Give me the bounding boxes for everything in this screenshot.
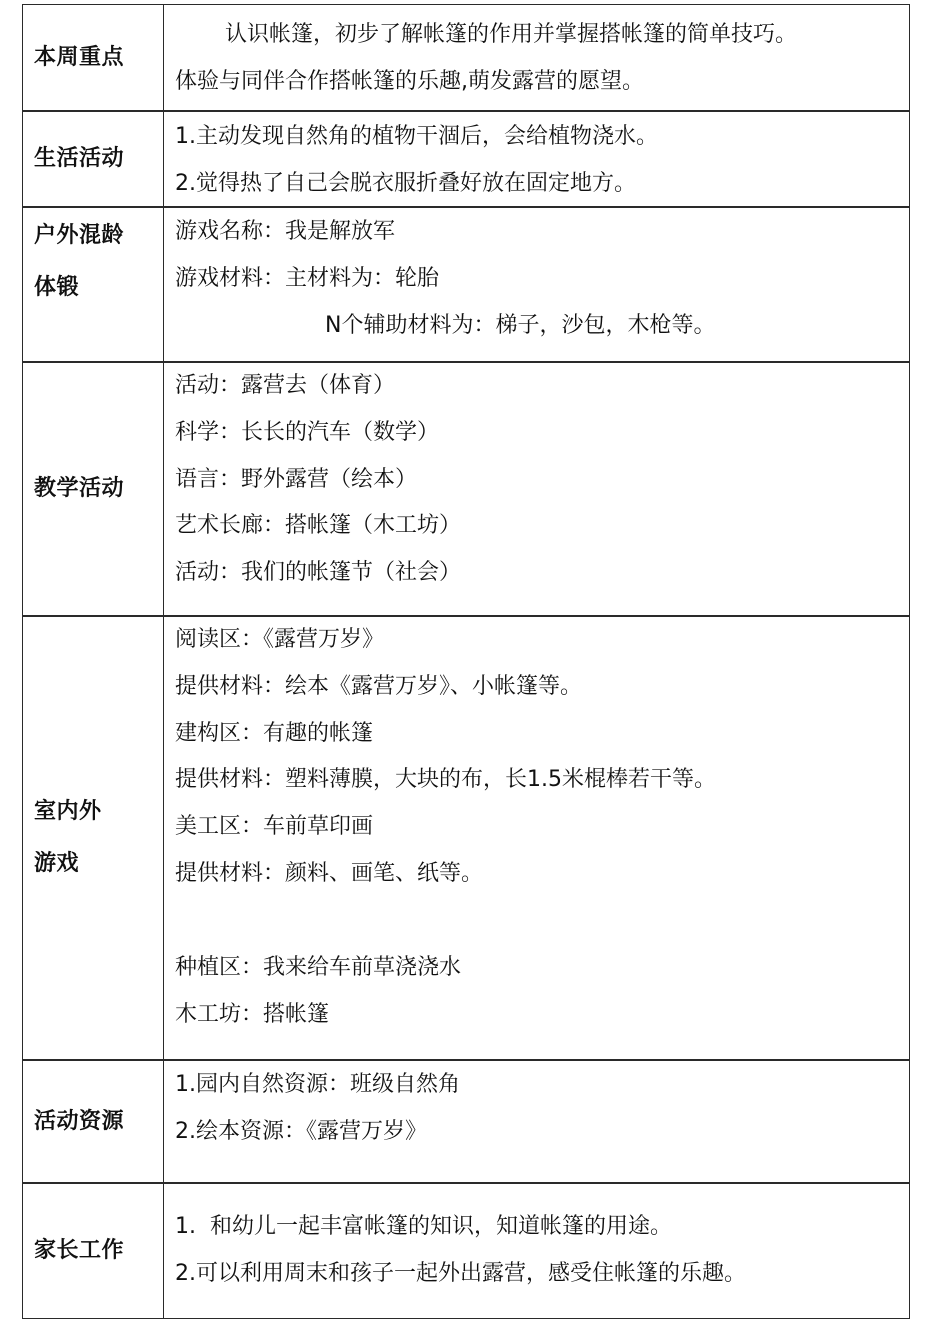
content-line: 认识帐篷，初步了解帐篷的作用并掌握搭帐篷的简单技巧。: [225, 22, 798, 47]
content-line: 2.绘本资源：《露营万岁》: [175, 1119, 427, 1144]
content-line: 1.主动发现自然角的植物干涸后，会给植物浇水。: [175, 124, 658, 149]
row-label: 活动资源: [34, 1108, 125, 1134]
table-row-teaching-activities: [22, 362, 910, 616]
content-line: 游戏材料：主材料为：轮胎: [175, 266, 440, 291]
row-label: 生活活动: [34, 146, 125, 171]
content-line: 提供材料：颜料、画笔、纸等。: [175, 860, 484, 886]
row-label-cell: [23, 1061, 164, 1182]
row-label-cell: [23, 363, 164, 615]
content-line: N个辅助材料为：梯子，沙包，木枪等。: [325, 313, 716, 338]
row-label: 室内外 游戏: [34, 799, 102, 876]
content-line: 1.园内自然资源：班级自然角: [175, 1072, 460, 1097]
content-line: 提供材料：绘本《露营万岁》、小帐篷等。: [175, 673, 583, 699]
row-label: 本周重点: [34, 44, 125, 70]
content-line: 阅读区：《露营万岁》: [175, 627, 385, 652]
row-label: 教学活动: [34, 476, 125, 501]
blank-line: [175, 898, 899, 945]
row-content-cell: [164, 112, 909, 206]
row-label: 家长工作: [34, 1238, 125, 1263]
table-row-outdoor-exercise: [22, 207, 910, 362]
content-line: 木工坊：搭帐篷: [175, 1001, 330, 1027]
row-label-cell: [23, 208, 164, 361]
content-line: 美工区：车前草印画: [175, 814, 374, 840]
row-content-cell: [164, 208, 909, 361]
table-row-parent-work: [22, 1183, 910, 1319]
content-line: 种植区：我来给车前草浇浇水: [175, 954, 462, 980]
row-content-cell: [164, 5, 909, 110]
content-line: 2.觉得热了自己会脱衣服折叠好放在固定地方。: [175, 171, 636, 196]
row-content-cell: [164, 363, 909, 615]
content-line: 提供材料：塑料薄膜，大块的布，长1.5米棍棒若干等。: [175, 767, 716, 793]
row-content-cell: [164, 1061, 909, 1182]
row-label: 户外混龄 体锻: [34, 223, 125, 300]
row-label-cell: [23, 112, 164, 206]
row-label-cell: [23, 5, 164, 110]
content-line: 艺术长廊：搭帐篷（木工坊）: [175, 513, 462, 539]
content-line: 1. 和幼儿一起丰富帐篷的知识，知道帐篷的用途。: [175, 1214, 672, 1239]
content-line: 语言：野外露营（绘本）: [175, 466, 418, 492]
row-label-cell: [23, 1184, 164, 1318]
content-line: 科学：长长的汽车（数学）: [175, 419, 440, 445]
table-row-weekly-focus: [22, 4, 910, 111]
content-line: 体验与同伴合作搭帐篷的乐趣,萌发露营的愿望。: [175, 69, 644, 94]
table-row-activity-resources: [22, 1060, 910, 1183]
table-row-indoor-outdoor-games: [22, 616, 910, 1060]
content-line: 活动：我们的帐篷节（社会）: [175, 560, 462, 586]
content-line: 游戏名称：我是解放军: [175, 219, 396, 244]
row-content-cell: [164, 1184, 909, 1318]
table-row-daily-life: [22, 111, 910, 207]
content-line: 建构区：有趣的帐篷: [175, 720, 374, 746]
row-content-cell: [164, 617, 909, 1059]
content-line: 活动：露营去（体育）: [175, 373, 396, 398]
row-label-cell: [23, 617, 164, 1059]
content-line: 2.可以利用周末和孩子一起外出露营，感受住帐篷的乐趣。: [175, 1261, 746, 1286]
